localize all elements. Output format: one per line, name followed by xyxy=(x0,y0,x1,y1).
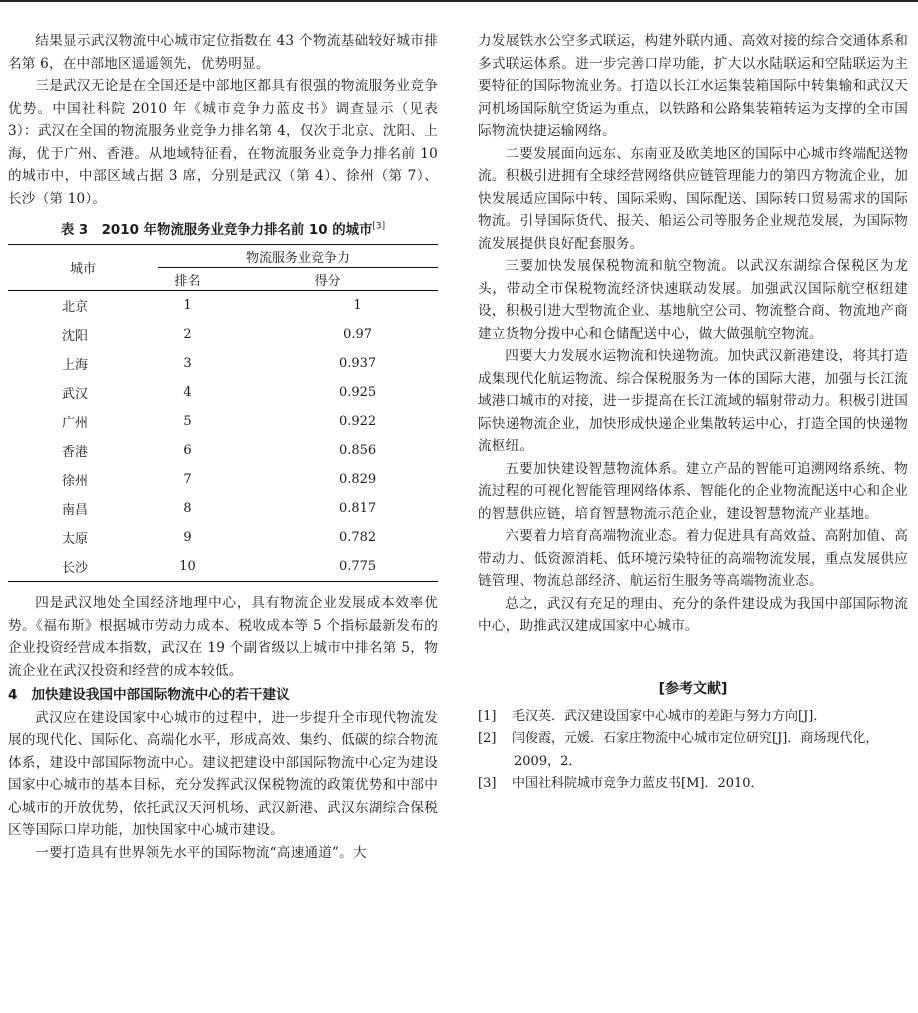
table-row xyxy=(8,494,438,523)
table-row xyxy=(8,349,438,378)
cell-city: 南昌 xyxy=(61,503,88,518)
cell-city: 广州 xyxy=(61,416,88,431)
table-body xyxy=(8,291,438,582)
reference-item xyxy=(478,728,908,773)
table-caption xyxy=(8,219,438,238)
right-paragraph-7: 总之，武汉有充足的理由、充分的条件建设成为我国中部国际物流中心，助推武汉建成国家中心城市。 xyxy=(478,595,908,634)
right-paragraph-5: 五要加快建设智慧物流体系。建立产品的智能可追溯网络系统、物流过程的可视化智能管理网络体系、智能化的企业物流配送中心和企业的智慧供应链，培育智慧物流示范企业，建设智慧物流产业基地。 xyxy=(478,460,908,522)
cell-city: 北京 xyxy=(61,300,88,315)
table-caption-text: 表 3 2010 年物流服务业竞争力排名前 10 的城市 xyxy=(60,223,373,238)
header-rank: 排名 xyxy=(158,268,217,291)
cell-city: 沈阳 xyxy=(61,329,88,344)
left-paragraph-4: 武汉应在建设国家中心城市的过程中，进一步提升全市现代物流发展的现代化、国际化、高端化水平，形成高效、集约、低碳的综合物流体系，建设中部国际物流中心。建议把建设中部国际物流中心定为建设国家中心城市的基本目标，充分发挥武汉保税物流的政策优势和中部中心城市的开放优势，依托武汉天河机场、武汉新港、武汉东湖综合保税区等国际口岸功能，加快国家中心城市建设。 xyxy=(8,709,438,838)
cell-score: 0.817 xyxy=(338,501,377,516)
cell-rank: 3 xyxy=(183,356,192,371)
header-group: 物流服务业竞争力 xyxy=(158,245,438,268)
cell-score: 0.829 xyxy=(338,472,377,487)
competitiveness-table xyxy=(8,244,438,582)
cell-rank: 5 xyxy=(183,414,192,429)
cell-rank: 8 xyxy=(183,501,192,516)
cell-score: 0.937 xyxy=(338,356,377,371)
cell-score: 0.97 xyxy=(343,327,373,342)
section-number: 4 xyxy=(8,687,18,703)
cell-city: 香港 xyxy=(61,445,88,460)
reference-number: [1] xyxy=(478,708,497,724)
table-row xyxy=(8,291,438,321)
reference-text: 闫俊霞，元媛．石家庄物流中心城市定位研究[J]．商场现代化，2009，2． xyxy=(512,731,879,769)
right-paragraph-2: 二要发展面向远东、东南亚及欧美地区的国际中心城市终端配送物流。积极引进拥有全球经营网络供应链管理能力的第四方物流企业，加快发展适应国际中转、国际采购、国际配送、国际转口贸易需求的国际物流。引导国际货代、报关、船运公司等服务企业规范发展，为国际物流发展提供良好配套服务。 xyxy=(478,145,908,252)
cell-rank: 2 xyxy=(183,327,192,342)
reference-text: 中国社科院城市竞争力蓝皮书[M]．2010． xyxy=(512,776,764,791)
section-heading xyxy=(8,684,438,707)
reference-item xyxy=(478,706,908,729)
cell-rank: 4 xyxy=(183,385,192,400)
cell-score: 1 xyxy=(353,298,362,313)
references-title: [参考文献] xyxy=(658,680,728,697)
cell-score: 0.856 xyxy=(338,443,377,458)
table-row xyxy=(8,378,438,407)
table-row xyxy=(8,552,438,582)
cell-rank: 6 xyxy=(183,443,192,458)
cell-rank: 1 xyxy=(183,298,192,313)
left-paragraph-3: 四是武汉地处全国经济地理中心，具有物流企业发展成本效率优势。《福布斯》根据城市劳动力成本、税收成本等 5 个指标最新发布的企业投资经营成本指数，武汉在 19 个副省级以上城市中排名第 5，物流企业在武汉投资和经营的成本较低。 xyxy=(8,595,438,679)
cell-city: 上海 xyxy=(61,358,88,373)
table-row xyxy=(8,320,438,349)
table-caption-ref: [3] xyxy=(372,221,386,232)
references-list xyxy=(478,706,908,796)
cell-score: 0.782 xyxy=(338,530,377,545)
cell-score: 0.925 xyxy=(338,385,377,400)
right-column xyxy=(478,30,908,796)
right-paragraph-3: 三要加快发展保税物流和航空物流。以武汉东湖综合保税区为龙头，带动全市保税物流经济快速联动发展。加强武汉国际航空枢纽建设，积极引进大型物流企业、基地航空公司、物流整合商、物流地产商建立货物分拨中心和仓储配送中心，做大做强航空物流。 xyxy=(478,258,908,342)
left-column xyxy=(8,30,438,864)
cell-city: 武汉 xyxy=(61,387,88,402)
cell-rank: 10 xyxy=(179,559,196,574)
reference-number: [2] xyxy=(478,731,497,746)
cell-rank: 7 xyxy=(183,472,192,487)
reference-number: [3] xyxy=(478,776,497,791)
cell-city: 长沙 xyxy=(61,561,88,576)
header-score: 得分 xyxy=(217,268,438,291)
table-row xyxy=(8,436,438,465)
header-city: 城市 xyxy=(8,245,158,291)
reference-text: 毛汉英．武汉建设国家中心城市的差距与努力方向[J]． xyxy=(512,708,827,724)
table-row xyxy=(8,407,438,436)
table-row xyxy=(8,523,438,552)
right-paragraph-4: 四要大力发展水运物流和快递物流。加快武汉新港建设，将其打造成集现代化航运物流、综合保税服务为一体的国际大港，加强与长江流域港口城市的对接，进一步提高在长江流域的辐射带动力。积极引进国际快递物流企业，加快形成快递企业集散转运中心，打造全国的快递物流枢纽。 xyxy=(478,348,908,454)
cell-rank: 9 xyxy=(183,530,192,545)
right-paragraph-6: 六要着力培育高端物流业态。着力促进具有高效益、高附加值、高带动力、低资源消耗、低环境污染特征的高端物流发展，重点发展供应链管理、物流总部经济、航运衍生服务等高端物流业态。 xyxy=(478,528,908,589)
cell-score: 0.922 xyxy=(338,414,377,429)
right-paragraph-1: 力发展铁水公空多式联运，构建外联内通、高效对接的综合交通体系和多式联运体系。进一步完善口岸功能，扩大以水陆联运和空陆联运为主要特征的国际物流业务。打造以长江水运集装箱国际中转集输和武汉天河机场国际航空货运为重点，以铁路和公路集装箱转运为支撑的全市国际物流快捷运输网络。 xyxy=(478,33,908,139)
left-paragraph-2: 三是武汉无论是在全国还是中部地区都具有很强的物流服务业竞争优势。中国社科院 2010 年《城市竞争力蓝皮书》调查显示（见表 3）：武汉在全国的物流服务业竞争力排名第 4，仅次于北京、沈阳、上海，优于广州、香港。从地域特征看，在物流服务业竞争力排名前 10 的城市中，中部区域占据 3 席，分别是武汉（第 4）、徐州（第 7）、长沙（第 10）。 xyxy=(8,78,438,207)
cell-city: 徐州 xyxy=(61,474,88,489)
section-title: 加快建设我国中部国际物流中心的若干建议 xyxy=(31,687,290,703)
left-paragraph-5: 一要打造具有世界领先水平的国际物流“高速通道”。大 xyxy=(35,844,367,861)
cell-score: 0.775 xyxy=(338,559,377,574)
page-top-rule xyxy=(0,0,918,8)
table-row xyxy=(8,465,438,494)
left-paragraph-1: 结果显示武汉物流中心城市定位指数在 43 个物流基础较好城市排名第 6，在中部地区遥遥领先，优势明显。 xyxy=(8,33,438,72)
cell-city: 太原 xyxy=(61,532,88,547)
reference-item xyxy=(478,773,908,796)
